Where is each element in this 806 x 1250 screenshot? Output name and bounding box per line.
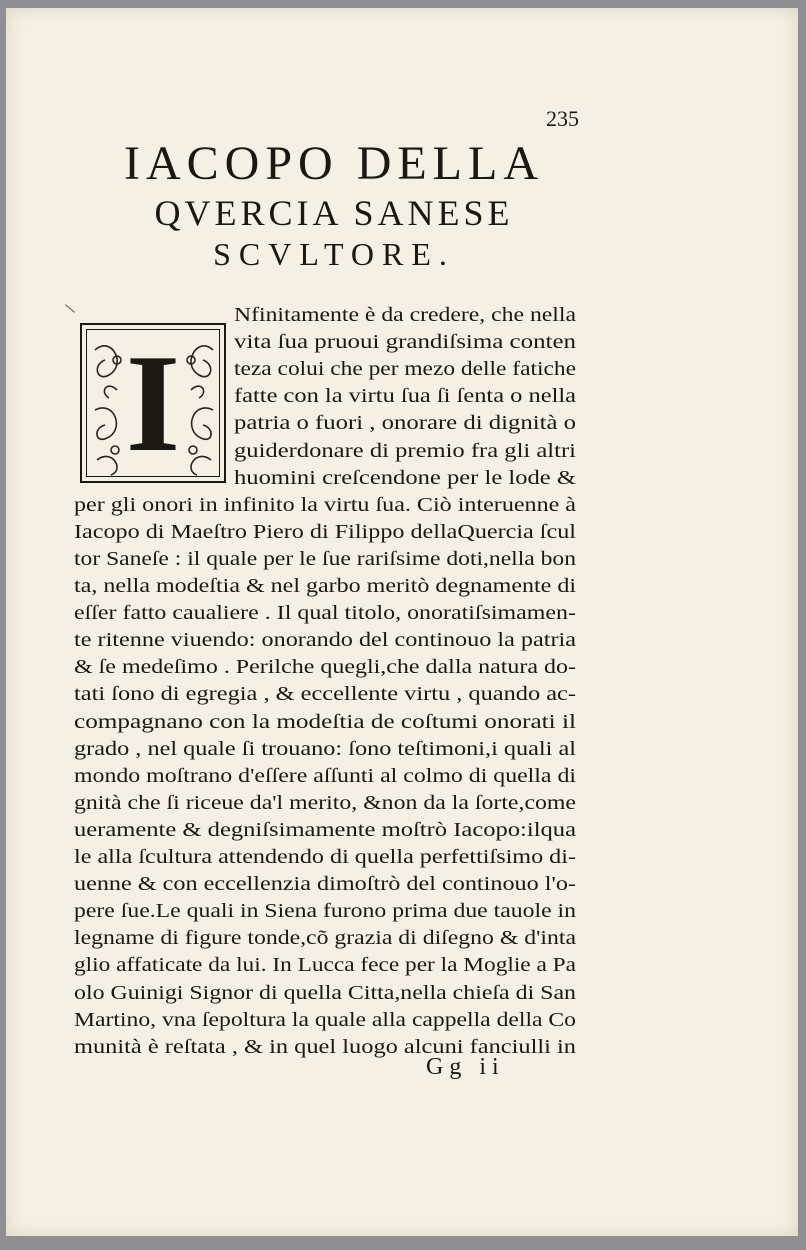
title-line-3: SCVLTORE. bbox=[213, 236, 455, 272]
text-line: Nfinitamente è da credere, che nella bbox=[234, 304, 576, 326]
text-line: le alla ſcultura attendendo di quella perfettiſsimo di- bbox=[74, 846, 576, 868]
text-line: Martino, vna ſepoltura la quale alla cappella della Co bbox=[74, 1008, 576, 1031]
text-line: gnità che ſi riceue da'l merito, &non da la ſorte,come bbox=[74, 791, 576, 814]
text-line: grado , nel quale ſi trouano: ſono teſtimoni,i quali al bbox=[74, 737, 576, 760]
text-line: mondo moſtrano d'eſſere aſſunti al colmo di quella di bbox=[74, 764, 576, 787]
text-line: fatte con la virtu ſua ſi ſenta o nella bbox=[234, 385, 576, 408]
title-line-2: QVERCIA SANESE bbox=[154, 193, 514, 233]
text-line: compagnano con la modeſtia de coſtumi onorati il bbox=[74, 710, 576, 733]
text-line: vita ſua pruoui grandiſsima conten bbox=[234, 331, 576, 354]
text-line: teza colui che per mezo delle fatiche bbox=[234, 358, 576, 381]
text-line: & ſe medeſimo . Perilche quegli,che dalla natura do- bbox=[74, 656, 576, 679]
text-line: te ritenne viuendo: onorando del continouo la patria bbox=[74, 629, 576, 652]
initial-letter: I bbox=[125, 329, 181, 477]
text-line: guiderdonare di premio fra gli altri bbox=[234, 439, 576, 462]
title-line-1: IACOPO DELLA bbox=[124, 137, 544, 190]
text-line: pere ſue.Le quali in Siena furono prima due tauole in bbox=[74, 900, 576, 923]
text-line: ueramente & degniſsimamente moſtrò Iacopo:ilqua bbox=[74, 818, 576, 841]
decorated-initial-frame bbox=[86, 329, 220, 477]
text-line: glio affaticate da lui. In Lucca fece per la Moglie a Pa bbox=[74, 954, 576, 977]
text-line: tati ſono di egregia , & eccellente virtu , quando ac- bbox=[74, 683, 576, 706]
text-line: legname di figure tonde,cõ grazia di diſegno & d'inta bbox=[74, 927, 576, 950]
text-line: munità è reſtata , & in quel luogo alcuni fanciulli in bbox=[74, 1035, 576, 1058]
book-page bbox=[6, 8, 798, 1236]
text-line: tor Saneſe : il quale per le ſue rariſsime doti,nella bon bbox=[74, 547, 576, 570]
text-line: ta, nella modeſtia & nel garbo meritò degnamente di bbox=[74, 575, 576, 597]
signature-mark: Gg ii bbox=[426, 1054, 505, 1080]
decorated-initial bbox=[80, 323, 226, 483]
text-line: patria o fuori , onorare di dignità o bbox=[234, 412, 576, 435]
page-number: 235 bbox=[546, 106, 579, 131]
paper-mark bbox=[65, 304, 75, 312]
text-line: Iacopo di Maeſtro Piero di Filippo dellaQuercia ſcul bbox=[74, 520, 576, 543]
text-line: uenne & con eccellenzia dimoſtrò del continouo l'o- bbox=[74, 873, 576, 896]
text-line: olo Guinigi Signor di quella Citta,nella chieſa di San bbox=[74, 981, 576, 1004]
text-line: huomini creſcendone per le lode & bbox=[234, 466, 576, 489]
text-line: per gli onori in infinito la virtu ſua. Ciò interuenne à bbox=[74, 493, 576, 516]
text-line: eſſer fatto caualiere . Il qual titolo, onoratiſsimamen- bbox=[74, 602, 576, 625]
